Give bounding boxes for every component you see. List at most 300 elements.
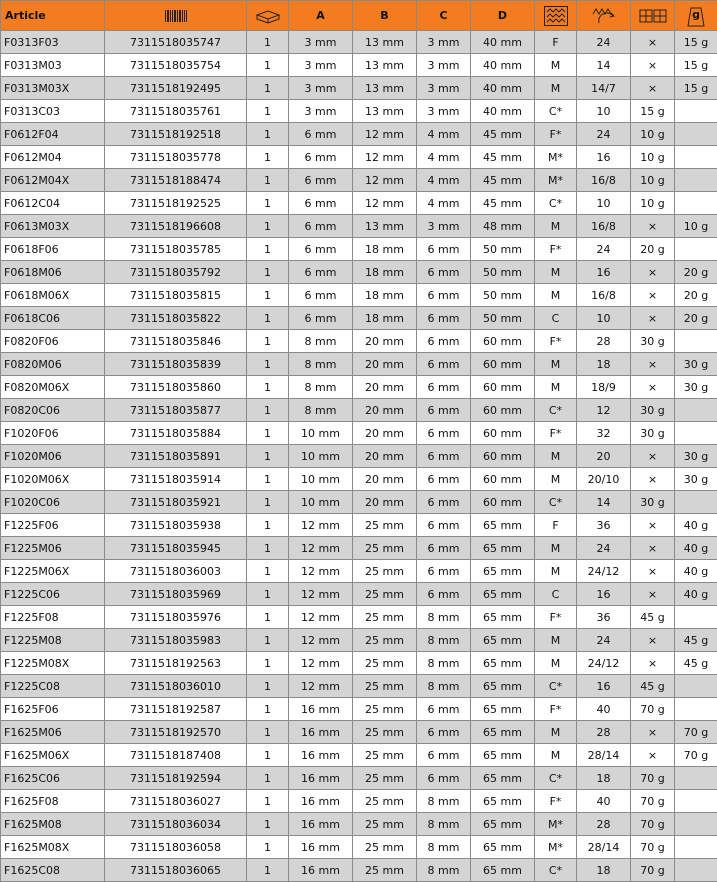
- cut-cell: M*: [535, 813, 577, 836]
- article-cell: F1625F08: [1, 790, 105, 813]
- box-cell: ×: [631, 721, 675, 744]
- tpi-cell: 16: [577, 583, 631, 606]
- dimension-d-cell: 60 mm: [471, 353, 535, 376]
- ean-cell: 7311518035891: [105, 445, 247, 468]
- table-row: [1, 353, 717, 376]
- tpi-cell: 10: [577, 192, 631, 215]
- table-row: [1, 100, 717, 123]
- tpi-cell: 28/14: [577, 836, 631, 859]
- article-cell: F0612M04X: [1, 169, 105, 192]
- cut-cell: M: [535, 629, 577, 652]
- header-row: [1, 1, 717, 31]
- dimension-b-cell: 20 mm: [353, 376, 417, 399]
- ean-cell: 7311518036034: [105, 813, 247, 836]
- box-cell: 70 g: [631, 813, 675, 836]
- dimension-a-cell: 6 mm: [289, 307, 353, 330]
- cut-cell: F: [535, 514, 577, 537]
- ean-cell: 7311518035761: [105, 100, 247, 123]
- dimension-a-cell: 3 mm: [289, 54, 353, 77]
- ean-cell: 7311518035983: [105, 629, 247, 652]
- pack-qty-cell: 1: [247, 652, 289, 675]
- ean-cell: 7311518196608: [105, 215, 247, 238]
- tpi-cell: 40: [577, 698, 631, 721]
- weight-cell: [675, 675, 717, 698]
- pack-qty-cell: 1: [247, 77, 289, 100]
- weight-cell: [675, 100, 717, 123]
- dimension-c-cell: 6 mm: [417, 353, 471, 376]
- article-cell: F1020F06: [1, 422, 105, 445]
- dimension-c-cell: 6 mm: [417, 721, 471, 744]
- table-row: [1, 422, 717, 445]
- article-cell: F0313C03: [1, 100, 105, 123]
- table-row: [1, 169, 717, 192]
- dimension-a-cell: 12 mm: [289, 560, 353, 583]
- dimension-d-cell: 65 mm: [471, 790, 535, 813]
- dimension-b-cell: 13 mm: [353, 77, 417, 100]
- dimension-c-cell: 3 mm: [417, 31, 471, 54]
- article-cell: F1625C06: [1, 767, 105, 790]
- dimension-d-cell: 65 mm: [471, 744, 535, 767]
- tpi-cell: 20/10: [577, 468, 631, 491]
- dimension-c-cell: 3 mm: [417, 54, 471, 77]
- tpi-cell: 24: [577, 537, 631, 560]
- box-cell: ×: [631, 376, 675, 399]
- dimension-b-cell: 20 mm: [353, 422, 417, 445]
- dimension-d-cell: 65 mm: [471, 560, 535, 583]
- dimension-a-cell: 8 mm: [289, 330, 353, 353]
- dimension-d-cell: 60 mm: [471, 445, 535, 468]
- article-cell: F0820C06: [1, 399, 105, 422]
- dimension-b-cell: 25 mm: [353, 583, 417, 606]
- dimension-b-cell: 13 mm: [353, 54, 417, 77]
- dimension-a-cell: 12 mm: [289, 514, 353, 537]
- dimension-a-cell: 10 mm: [289, 468, 353, 491]
- cut-cell: F*: [535, 330, 577, 353]
- dimension-b-cell: 25 mm: [353, 629, 417, 652]
- box-pack-icon: [639, 7, 667, 25]
- table-row: [1, 31, 717, 54]
- article-cell: F1625F06: [1, 698, 105, 721]
- weight-cell: [675, 491, 717, 514]
- dimension-d-cell: 65 mm: [471, 583, 535, 606]
- tpi-cell: 10: [577, 100, 631, 123]
- dimension-d-cell: 65 mm: [471, 537, 535, 560]
- tpi-cell: 24: [577, 31, 631, 54]
- weight-cell: [675, 813, 717, 836]
- article-cell: F1225M08X: [1, 652, 105, 675]
- barcode-header: [105, 1, 247, 31]
- weight-cell: 45 g: [675, 629, 717, 652]
- dimension-a-cell: 10 mm: [289, 422, 353, 445]
- article-cell: F0313F03: [1, 31, 105, 54]
- article-cell: F1625M06X: [1, 744, 105, 767]
- table-row: [1, 537, 717, 560]
- dimension-d-cell: 65 mm: [471, 767, 535, 790]
- dimension-b-cell: 25 mm: [353, 813, 417, 836]
- dimension-a-cell: 6 mm: [289, 215, 353, 238]
- dimension-a-cell: 8 mm: [289, 376, 353, 399]
- box-cell: ×: [631, 261, 675, 284]
- dimension-b-cell: 25 mm: [353, 514, 417, 537]
- cut-header: [535, 1, 577, 31]
- dimension-c-cell: 8 mm: [417, 836, 471, 859]
- weight-cell: 40 g: [675, 583, 717, 606]
- pack-qty-cell: 1: [247, 790, 289, 813]
- box-cell: ×: [631, 284, 675, 307]
- ean-cell: 7311518192563: [105, 652, 247, 675]
- dimension-a-cell: 16 mm: [289, 744, 353, 767]
- table-row: [1, 77, 717, 100]
- cut-cell: F*: [535, 790, 577, 813]
- cut-cell: F*: [535, 123, 577, 146]
- article-cell: F1225M06X: [1, 560, 105, 583]
- dimension-c-cell: 3 mm: [417, 215, 471, 238]
- tpi-cell: 14: [577, 54, 631, 77]
- table-row: [1, 698, 717, 721]
- dimension-d-cell: 65 mm: [471, 698, 535, 721]
- dimension-a-cell: 16 mm: [289, 698, 353, 721]
- cut-cell: M*: [535, 169, 577, 192]
- article-cell: F0313M03X: [1, 77, 105, 100]
- tpi-cell: 16/8: [577, 284, 631, 307]
- cut-cell: F*: [535, 422, 577, 445]
- weight-cell: 15 g: [675, 54, 717, 77]
- dimension-d-cell: 45 mm: [471, 123, 535, 146]
- ean-cell: 7311518035938: [105, 514, 247, 537]
- table-row: [1, 399, 717, 422]
- pack-qty-cell: 1: [247, 560, 289, 583]
- dimension-d-cell: 45 mm: [471, 192, 535, 215]
- dimension-d-cell: 45 mm: [471, 169, 535, 192]
- table-row: [1, 215, 717, 238]
- dimension-b-cell: 18 mm: [353, 284, 417, 307]
- ean-cell: 7311518036010: [105, 675, 247, 698]
- article-cell: F1225M06: [1, 537, 105, 560]
- dimension-a-cell: 6 mm: [289, 146, 353, 169]
- weight-cell: 20 g: [675, 261, 717, 284]
- ean-cell: 7311518036027: [105, 790, 247, 813]
- article-cell: F1625C08: [1, 859, 105, 882]
- cut-cell: F*: [535, 606, 577, 629]
- pack-qty-cell: 1: [247, 491, 289, 514]
- article-cell: F1225F08: [1, 606, 105, 629]
- dimension-c-cell: 8 mm: [417, 813, 471, 836]
- cut-cell: M: [535, 77, 577, 100]
- weight-cell: 40 g: [675, 537, 717, 560]
- dimension-d-cell: 40 mm: [471, 100, 535, 123]
- box-cell: 10 g: [631, 192, 675, 215]
- pack-qty-cell: 1: [247, 813, 289, 836]
- pack-qty-cell: 1: [247, 330, 289, 353]
- cut-cell: M: [535, 215, 577, 238]
- dimension-d-cell: 65 mm: [471, 514, 535, 537]
- table-row: [1, 744, 717, 767]
- weight-cell: 30 g: [675, 353, 717, 376]
- ean-cell: 7311518192570: [105, 721, 247, 744]
- weight-cell: [675, 422, 717, 445]
- box-cell: ×: [631, 468, 675, 491]
- ean-cell: 7311518035969: [105, 583, 247, 606]
- article-cell: F0612C04: [1, 192, 105, 215]
- weight-cell: [675, 836, 717, 859]
- dimension-c-cell: 8 mm: [417, 629, 471, 652]
- ean-cell: 7311518035754: [105, 54, 247, 77]
- weight-cell: [675, 606, 717, 629]
- dimension-d-cell: 65 mm: [471, 606, 535, 629]
- tpi-cell: 16: [577, 261, 631, 284]
- dimension-a-cell: 3 mm: [289, 100, 353, 123]
- tpi-cell: 16: [577, 146, 631, 169]
- dimension-b-cell: 12 mm: [353, 146, 417, 169]
- box-cell: 20 g: [631, 238, 675, 261]
- cut-cell: M: [535, 560, 577, 583]
- box-cell: ×: [631, 307, 675, 330]
- ean-cell: 7311518035921: [105, 491, 247, 514]
- dimension-c-cell: 4 mm: [417, 192, 471, 215]
- pack-qty-cell: 1: [247, 399, 289, 422]
- pack-qty-cell: 1: [247, 468, 289, 491]
- ean-cell: 7311518192594: [105, 767, 247, 790]
- article-cell: F1225F06: [1, 514, 105, 537]
- dimension-a-cell: 16 mm: [289, 836, 353, 859]
- table-row: [1, 376, 717, 399]
- pack-qty-cell: 1: [247, 606, 289, 629]
- dimension-d-cell: 48 mm: [471, 215, 535, 238]
- dimension-b-cell: 25 mm: [353, 859, 417, 882]
- package-icon: [255, 8, 281, 24]
- weight-cell: [675, 169, 717, 192]
- ean-cell: 7311518035860: [105, 376, 247, 399]
- dimension-a-cell: 16 mm: [289, 813, 353, 836]
- tpi-cell: 14: [577, 491, 631, 514]
- dimension-a-cell: 6 mm: [289, 284, 353, 307]
- ean-cell: 7311518035747: [105, 31, 247, 54]
- tpi-cell: 24: [577, 629, 631, 652]
- cut-cell: M: [535, 261, 577, 284]
- dimension-d-cell: 65 mm: [471, 629, 535, 652]
- dimension-b-cell: 12 mm: [353, 123, 417, 146]
- pack-qty-cell: 1: [247, 721, 289, 744]
- ean-cell: 7311518035785: [105, 238, 247, 261]
- weight-header: [675, 1, 717, 31]
- tpi-cell: 36: [577, 514, 631, 537]
- article-cell: F1225C08: [1, 675, 105, 698]
- cut-cell: M: [535, 537, 577, 560]
- tpi-cell: 28: [577, 330, 631, 353]
- tpi-cell: 16/8: [577, 169, 631, 192]
- article-cell: F1020M06X: [1, 468, 105, 491]
- dimension-d-cell: 60 mm: [471, 468, 535, 491]
- table-row: [1, 123, 717, 146]
- cut-cell: M*: [535, 146, 577, 169]
- pack-qty-cell: 1: [247, 169, 289, 192]
- article-cell: F0618M06X: [1, 284, 105, 307]
- box-cell: 10 g: [631, 146, 675, 169]
- dimension-b-cell: 12 mm: [353, 169, 417, 192]
- dimension-b-cell: 18 mm: [353, 261, 417, 284]
- ean-cell: 7311518036003: [105, 560, 247, 583]
- weight-icon: [685, 5, 707, 27]
- box-cell: 70 g: [631, 859, 675, 882]
- dimension-a-cell: 12 mm: [289, 583, 353, 606]
- box-cell: ×: [631, 537, 675, 560]
- pack-qty-cell: 1: [247, 859, 289, 882]
- tpi-cell: 36: [577, 606, 631, 629]
- dimension-b-cell: 20 mm: [353, 445, 417, 468]
- dimension-c-cell: 4 mm: [417, 146, 471, 169]
- dimension-d-cell: 40 mm: [471, 31, 535, 54]
- table-row: [1, 192, 717, 215]
- weight-cell: 45 g: [675, 652, 717, 675]
- dimension-c-cell: 6 mm: [417, 537, 471, 560]
- pack-qty-cell: 1: [247, 629, 289, 652]
- dimension-b-cell: 25 mm: [353, 560, 417, 583]
- box-cell: 10 g: [631, 169, 675, 192]
- article-cell: F0612F04: [1, 123, 105, 146]
- table-row: [1, 629, 717, 652]
- article-cell: F0612M04: [1, 146, 105, 169]
- dimension-d-cell: 65 mm: [471, 721, 535, 744]
- table-row: [1, 606, 717, 629]
- dimension-b-cell: 20 mm: [353, 491, 417, 514]
- pack-qty-cell: 1: [247, 537, 289, 560]
- table-row: [1, 813, 717, 836]
- cut-cell: M: [535, 652, 577, 675]
- article-cell: F0820F06: [1, 330, 105, 353]
- dimension-d-cell: 60 mm: [471, 491, 535, 514]
- weight-label: g: [685, 8, 707, 21]
- box-cell: ×: [631, 514, 675, 537]
- pack-qty-cell: 1: [247, 100, 289, 123]
- dimension-a-cell: 10 mm: [289, 445, 353, 468]
- box-cell: ×: [631, 215, 675, 238]
- weight-cell: 10 g: [675, 215, 717, 238]
- dimension-b-cell: 13 mm: [353, 31, 417, 54]
- tpi-cell: 14/7: [577, 77, 631, 100]
- cut-cell: F: [535, 31, 577, 54]
- dimension-a-cell: 6 mm: [289, 238, 353, 261]
- article-cell: F1625M08: [1, 813, 105, 836]
- dimension-b-cell: 25 mm: [353, 675, 417, 698]
- box-cell: 30 g: [631, 330, 675, 353]
- dimension-b-cell: 25 mm: [353, 721, 417, 744]
- ean-cell: 7311518036058: [105, 836, 247, 859]
- dimension-d-cell: 60 mm: [471, 376, 535, 399]
- table-row: [1, 468, 717, 491]
- dimension-c-cell: 6 mm: [417, 767, 471, 790]
- weight-cell: [675, 698, 717, 721]
- dimension-c-cell: 8 mm: [417, 606, 471, 629]
- dimension-a-cell: 12 mm: [289, 675, 353, 698]
- dimension-b-cell: 25 mm: [353, 606, 417, 629]
- ean-cell: 7311518036065: [105, 859, 247, 882]
- article-cell: F1625M08X: [1, 836, 105, 859]
- weight-cell: 40 g: [675, 514, 717, 537]
- pack-qty-cell: 1: [247, 445, 289, 468]
- weight-cell: 70 g: [675, 744, 717, 767]
- dimension-c-cell: 6 mm: [417, 330, 471, 353]
- dimension-a-cell: 12 mm: [289, 652, 353, 675]
- box-cell: 10 g: [631, 123, 675, 146]
- cut-cell: C*: [535, 675, 577, 698]
- ean-cell: 7311518192587: [105, 698, 247, 721]
- dimension-b-cell: 20 mm: [353, 353, 417, 376]
- dimension-b-cell: 25 mm: [353, 652, 417, 675]
- table-row: [1, 583, 717, 606]
- dimension-c-cell: 6 mm: [417, 284, 471, 307]
- pack-qty-cell: 1: [247, 353, 289, 376]
- dimension-a-cell: 12 mm: [289, 537, 353, 560]
- dimension-b-cell: 25 mm: [353, 537, 417, 560]
- dimension-a-cell: 16 mm: [289, 790, 353, 813]
- pack-qty-cell: 1: [247, 675, 289, 698]
- pack-qty-cell: 1: [247, 307, 289, 330]
- tpi-cell: 24/12: [577, 652, 631, 675]
- weight-cell: [675, 399, 717, 422]
- table-row: [1, 721, 717, 744]
- weight-cell: [675, 330, 717, 353]
- ean-cell: 7311518035839: [105, 353, 247, 376]
- table-row: [1, 560, 717, 583]
- dimension-d-cell: 65 mm: [471, 652, 535, 675]
- dimension-c-cell: 6 mm: [417, 744, 471, 767]
- ean-cell: 7311518035877: [105, 399, 247, 422]
- box-cell: ×: [631, 54, 675, 77]
- cut-cell: F*: [535, 698, 577, 721]
- article-cell: F0618F06: [1, 238, 105, 261]
- dimension-c-cell: 6 mm: [417, 514, 471, 537]
- dimension-b-cell: 18 mm: [353, 238, 417, 261]
- teeth-per-inch-icon: [591, 6, 617, 26]
- table-row: [1, 284, 717, 307]
- ean-cell: 7311518035822: [105, 307, 247, 330]
- pack-qty-cell: 1: [247, 376, 289, 399]
- pack-qty-cell: 1: [247, 284, 289, 307]
- dimension-d-cell: 50 mm: [471, 261, 535, 284]
- dimension-b-header: B: [353, 1, 417, 31]
- dimension-c-cell: 6 mm: [417, 583, 471, 606]
- weight-cell: [675, 238, 717, 261]
- dimension-c-cell: 3 mm: [417, 100, 471, 123]
- tpi-cell: 18/9: [577, 376, 631, 399]
- cut-cell: M: [535, 353, 577, 376]
- cut-cell: C*: [535, 859, 577, 882]
- dimension-b-cell: 18 mm: [353, 307, 417, 330]
- table-row: [1, 491, 717, 514]
- box-cell: ×: [631, 31, 675, 54]
- tpi-cell: 28/14: [577, 744, 631, 767]
- table-row: [1, 445, 717, 468]
- box-cell: 70 g: [631, 836, 675, 859]
- weight-cell: [675, 767, 717, 790]
- dimension-a-cell: 16 mm: [289, 721, 353, 744]
- box-cell: 70 g: [631, 767, 675, 790]
- pack-qty-cell: 1: [247, 836, 289, 859]
- dimension-a-cell: 12 mm: [289, 629, 353, 652]
- pack-qty-cell: 1: [247, 192, 289, 215]
- dimension-b-cell: 25 mm: [353, 767, 417, 790]
- box-cell: 70 g: [631, 698, 675, 721]
- box-cell: ×: [631, 445, 675, 468]
- article-header: Article: [1, 1, 105, 31]
- tpi-cell: 16/8: [577, 215, 631, 238]
- article-cell: F0313M03: [1, 54, 105, 77]
- pack-qty-cell: 1: [247, 514, 289, 537]
- article-cell: F1625M06: [1, 721, 105, 744]
- dimension-a-cell: 6 mm: [289, 261, 353, 284]
- ean-cell: 7311518192518: [105, 123, 247, 146]
- tpi-cell: 18: [577, 353, 631, 376]
